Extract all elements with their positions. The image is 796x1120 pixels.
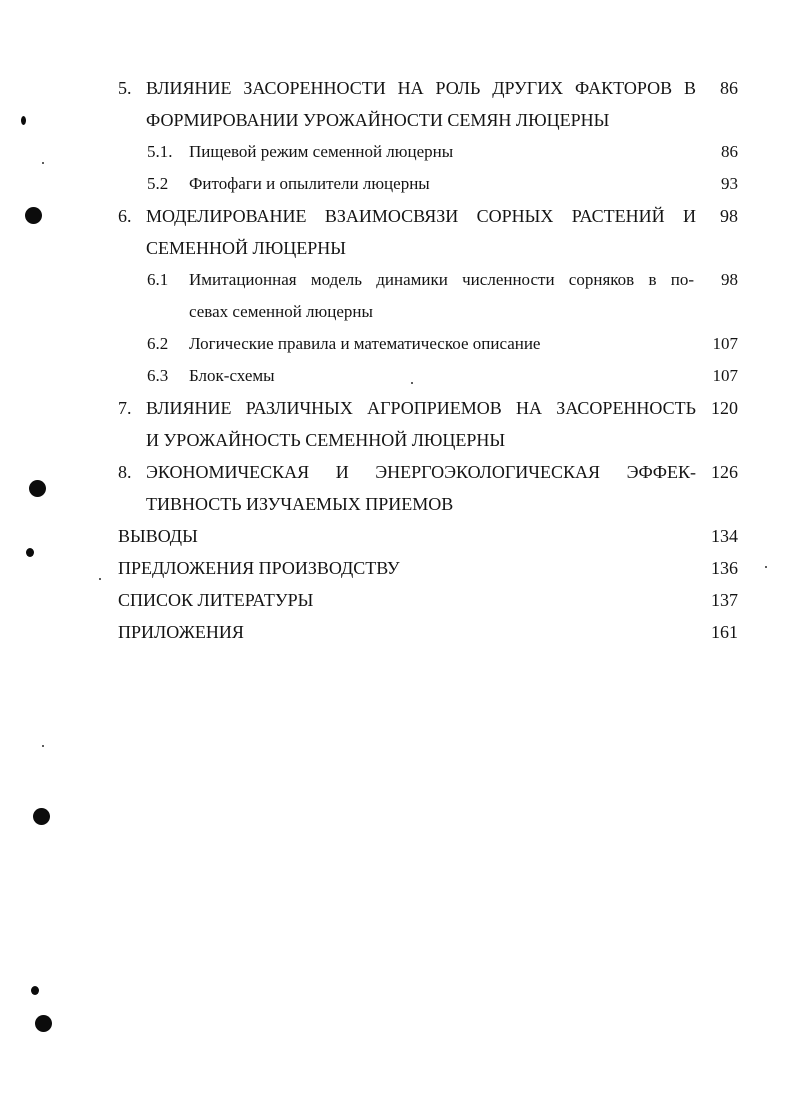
toc-entry-number: 8. [118, 462, 132, 482]
toc-entry-number: 6.3 [147, 366, 169, 385]
toc-line [0, 168, 796, 200]
toc-entry [0, 168, 796, 200]
toc-entry-title: СЕМЕННОЙ ЛЮЦЕРНЫ [146, 238, 346, 258]
toc-line [0, 616, 796, 648]
toc-entry-title: ВЛИЯНИЕ РАЗЛИЧНЫХ АГРОПРИЕМОВ НА ЗАСОРЕННОСТЬ [146, 398, 696, 418]
toc-entry [0, 456, 796, 520]
toc-line [0, 392, 796, 424]
toc-entry-number: 6.1 [147, 270, 169, 289]
toc-entry-title: Логические правила и математическое описание [189, 334, 541, 353]
toc-page-number: 137 [711, 590, 738, 610]
toc-entry [0, 520, 796, 552]
toc-entry-title: Имитационная модель динамики численности сорняков в по- [189, 270, 694, 289]
toc-page-number: 126 [711, 462, 738, 482]
toc-entry-title: Фитофаги и опылители люцерны [189, 174, 430, 193]
toc-entry-number: 6.2 [147, 334, 169, 353]
toc-line [0, 456, 796, 488]
toc-entry-number: 5.1. [147, 142, 173, 161]
toc-line [0, 232, 796, 264]
toc-line [0, 136, 796, 168]
toc-line [0, 520, 796, 552]
toc-entry [0, 584, 796, 616]
toc-page-number: 107 [712, 334, 738, 353]
toc-entry-title: ВЫВОДЫ [118, 526, 198, 546]
toc-entry [0, 392, 796, 456]
toc-page-number: 98 [721, 270, 738, 289]
toc-entry-title: ВЛИЯНИЕ ЗАСОРЕННОСТИ НА РОЛЬ ДРУГИХ ФАКТОРОВ В [146, 78, 696, 98]
toc-line [0, 328, 796, 360]
toc-entry-title: ПРЕДЛОЖЕНИЯ ПРОИЗВОДСТВУ [118, 558, 400, 578]
toc-line [0, 584, 796, 616]
toc-entry [0, 72, 796, 136]
toc-entry [0, 328, 796, 360]
toc-page-number: 136 [711, 558, 738, 578]
toc-entry [0, 552, 796, 584]
toc-entry [0, 616, 796, 648]
toc-entry-title: Блок-схемы [189, 366, 275, 385]
toc-entry [0, 136, 796, 168]
toc-line [0, 264, 796, 296]
toc-page-number: 93 [721, 174, 738, 193]
toc-entry-number: 6. [118, 206, 132, 226]
toc-page-number: 107 [712, 366, 738, 385]
toc-entry-title: ФОРМИРОВАНИИ УРОЖАЙНОСТИ СЕМЯН ЛЮЦЕРНЫ [146, 110, 610, 130]
toc-line [0, 104, 796, 136]
table-of-contents [0, 72, 796, 648]
toc-entry [0, 360, 796, 392]
toc-page-number: 86 [721, 142, 738, 161]
punch-hole-3 [33, 808, 50, 825]
toc-page-number: 86 [720, 78, 738, 98]
toc-entry-title: ПРИЛОЖЕНИЯ [118, 622, 244, 642]
scan-speck-3 [42, 745, 44, 747]
toc-entry-number: 7. [118, 398, 132, 418]
toc-line [0, 360, 796, 392]
toc-entry [0, 264, 796, 328]
toc-page-number: 134 [711, 526, 738, 546]
toc-entry-title: МОДЕЛИРОВАНИЕ ВЗАИМОСВЯЗИ СОРНЫХ РАСТЕНИЙ И [146, 206, 696, 226]
toc-page-number: 161 [711, 622, 738, 642]
toc-entry-number: 5. [118, 78, 132, 98]
punch-hole-4 [35, 1015, 52, 1032]
toc-entry-title: И УРОЖАЙНОСТЬ СЕМЕННОЙ ЛЮЦЕРНЫ [146, 430, 506, 450]
toc-line [0, 488, 796, 520]
toc-line [0, 72, 796, 104]
toc-page-number: 98 [720, 206, 738, 226]
toc-line [0, 424, 796, 456]
toc-entry-title: севах семенной люцерны [189, 302, 373, 321]
scan-mark-3 [31, 986, 39, 995]
toc-entry-title: ТИВНОСТЬ ИЗУЧАЕМЫХ ПРИЕМОВ [146, 494, 454, 514]
toc-line [0, 296, 796, 328]
toc-entry-title: ЭКОНОМИЧЕСКАЯ И ЭНЕРГОЭКОЛОГИЧЕСКАЯ ЭФФЕК- [146, 462, 696, 482]
toc-page-number: 120 [711, 398, 738, 418]
toc-entry [0, 200, 796, 264]
toc-entry-title: СПИСОК ЛИТЕРАТУРЫ [118, 590, 314, 610]
toc-line [0, 552, 796, 584]
toc-line [0, 200, 796, 232]
toc-entry-title: Пищевой режим семенной люцерны [189, 142, 454, 161]
toc-entry-number: 5.2 [147, 174, 169, 193]
